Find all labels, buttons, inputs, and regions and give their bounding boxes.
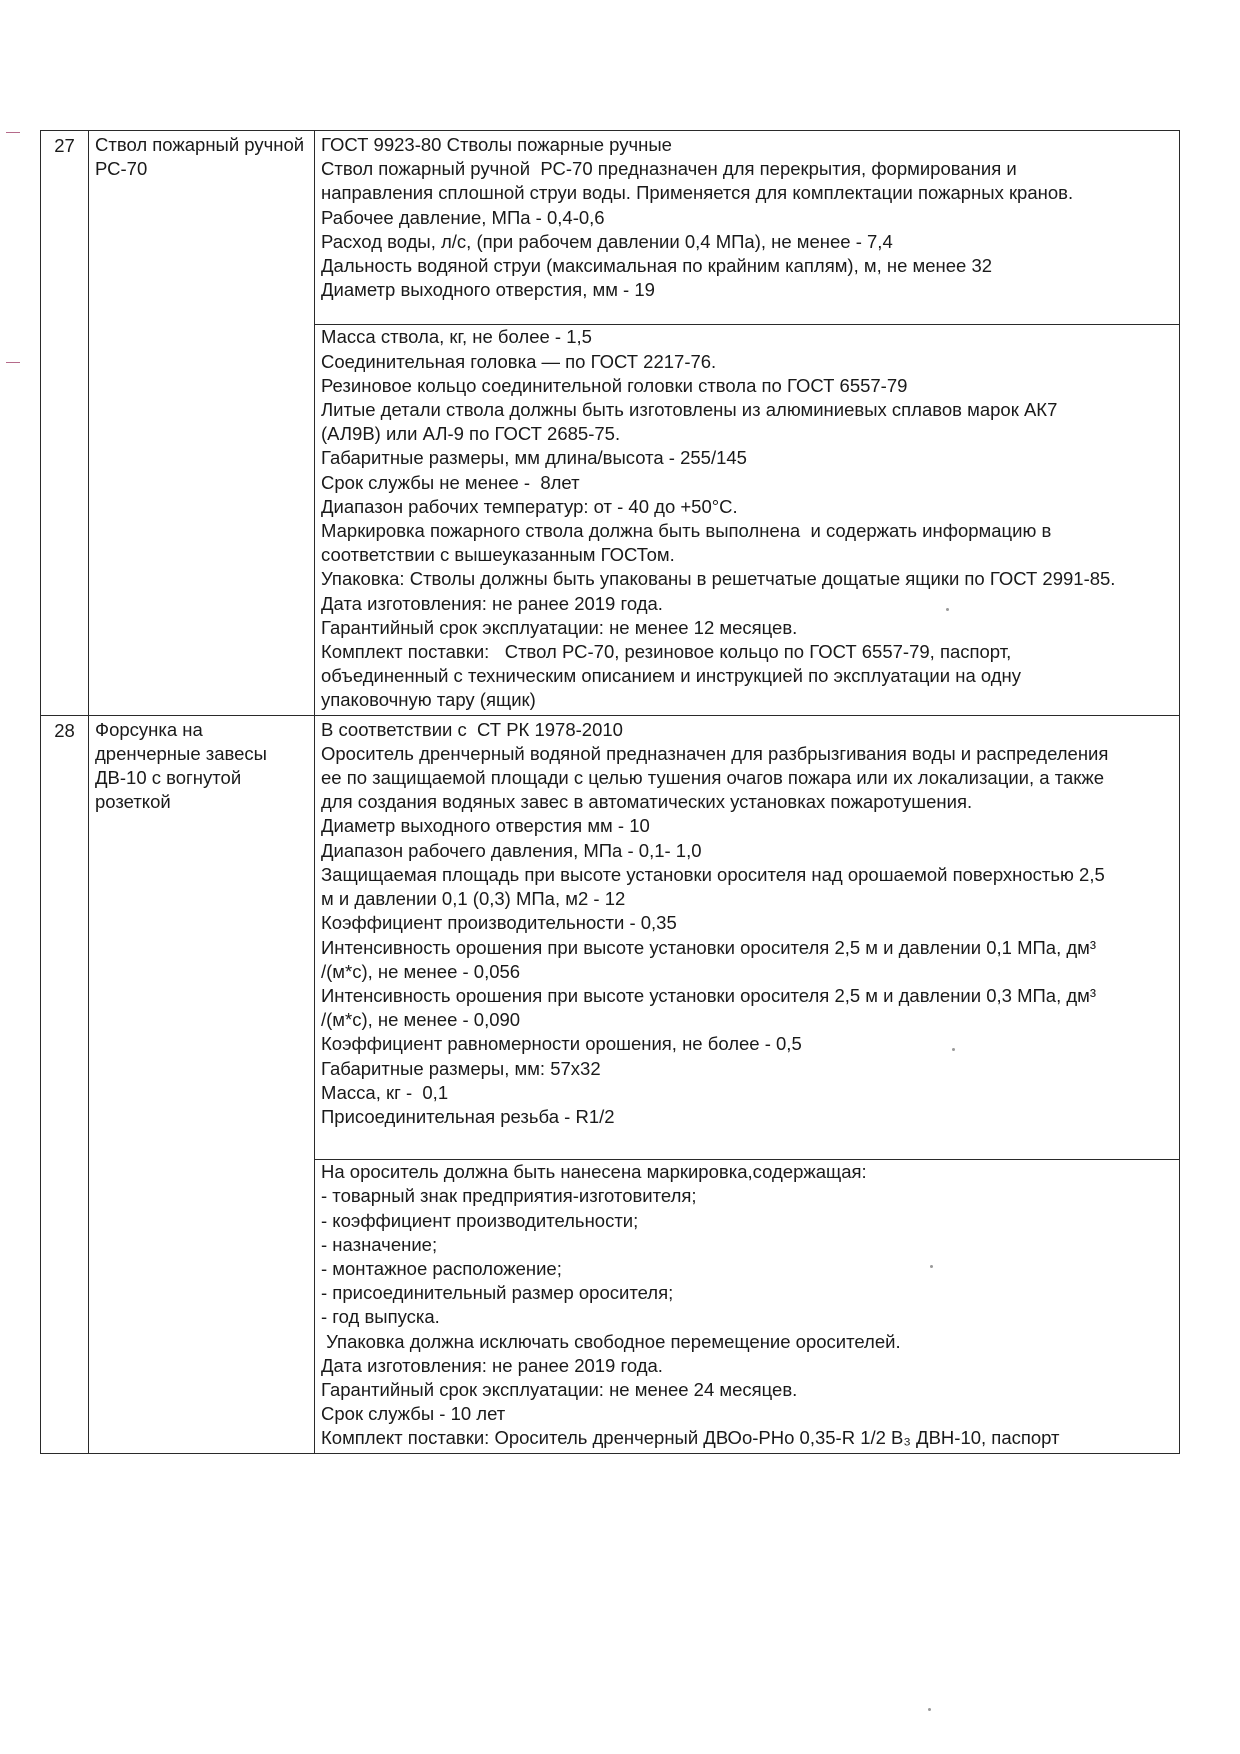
description-line: Коэффициент равномерности орошения, не более - 0,5 bbox=[321, 1033, 802, 1055]
description-line: Дальность водяной струи (максимальная по крайним каплям), м, не менее 32 bbox=[321, 255, 993, 277]
specification-table bbox=[40, 130, 1180, 1454]
description-line: - товарный знак предприятия-изготовителя; bbox=[321, 1185, 697, 1207]
description-line: Дата изготовления: не ранее 2019 года. bbox=[321, 592, 663, 614]
description-line: Упаковка должна исключать свободное перемещение оросителей. bbox=[321, 1330, 901, 1352]
description-line: /(м*с), не менее - 0,056 bbox=[321, 960, 521, 982]
description-line: Маркировка пожарного ствола должна быть выполнена и содержать информацию в bbox=[321, 520, 1052, 542]
item-description-cell bbox=[315, 715, 1180, 1453]
item-number: 28 bbox=[54, 719, 75, 741]
description-line: Диаметр выходного отверстия мм - 10 bbox=[321, 815, 650, 837]
description-line: - год выпуска. bbox=[321, 1306, 440, 1328]
description-line: (АЛ9В) или АЛ-9 по ГОСТ 2685-75. bbox=[321, 423, 621, 445]
description-line: На ороситель должна быть нанесена маркировка,содержащая: bbox=[321, 1161, 867, 1183]
description-line: Присоединительная резьба - R1/2 bbox=[321, 1105, 615, 1127]
description-block-1 bbox=[321, 133, 1173, 324]
margin-mark bbox=[6, 132, 20, 133]
description-line: Защищаемая площадь при высоте установки оросителя над орошаемой поверхностью 2,5 bbox=[321, 863, 1105, 885]
description-line: Диапазон рабочих температур: от - 40 до +50°С. bbox=[321, 495, 738, 517]
description-line: Масса, кг - 0,1 bbox=[321, 1081, 449, 1103]
description-line: направления сплошной струи воды. Применяется для комплектации пожарных кранов. bbox=[321, 182, 1074, 204]
item-name-cell bbox=[89, 131, 315, 716]
description-line: Габаритные размеры, мм длина/высота - 255/145 bbox=[321, 447, 747, 469]
description-line: Диапазон рабочего давления, МПа - 0,1- 1,0 bbox=[321, 839, 702, 861]
description-line: м и давлении 0,1 (0,3) МПа, м2 - 12 bbox=[321, 888, 626, 910]
description-line: Гарантийный срок эксплуатации: не менее 12 месяцев. bbox=[321, 616, 798, 638]
description-line: Расход воды, л/с, (при рабочем давлении 0,4 МПа), не менее - 7,4 bbox=[321, 230, 893, 252]
table-row bbox=[41, 715, 1180, 1453]
description-line: Масса ствола, кг, не более - 1,5 bbox=[321, 326, 592, 348]
description-line: Соединительная головка — по ГОСТ 2217-76. bbox=[321, 350, 717, 372]
description-line: Упаковка: Стволы должны быть упакованы в решетчатые дощатые ящики по ГОСТ 2991-85. bbox=[321, 568, 1116, 590]
description-line: Рабочее давление, МПа - 0,4-0,6 bbox=[321, 206, 605, 228]
description-line: ее по защищаемой площади с целью тушения очагов пожара или их локализации, а также bbox=[321, 767, 1105, 789]
description-line: Диаметр выходного отверстия, мм - 19 bbox=[321, 279, 655, 301]
description-block-1 bbox=[321, 718, 1173, 1159]
scan-speck bbox=[946, 608, 949, 611]
description-line: Срок службы не менее - 8лет bbox=[321, 471, 580, 493]
description-line: Комплект поставки: Ствол РС-70, резиновое кольцо по ГОСТ 6557-79, паспорт, bbox=[321, 641, 1012, 663]
item-number-cell bbox=[41, 131, 89, 716]
description-line: - монтажное расположение; bbox=[321, 1257, 562, 1279]
description-line: Интенсивность орошения при высоте установки оросителя 2,5 м и давлении 0,1 МПа, дм³ bbox=[321, 936, 1097, 958]
description-line: упаковочную тару (ящик) bbox=[321, 689, 536, 711]
item-name-cell bbox=[89, 715, 315, 1453]
item-name: Ствол пожарный ручной РС-70 bbox=[95, 134, 305, 180]
description-line: Ороситель дренчерный водяной предназначен для разбрызгивания воды и распределения bbox=[321, 742, 1109, 764]
scan-speck bbox=[952, 1048, 955, 1051]
description-line: Гарантийный срок эксплуатации: не менее 24 месяцев. bbox=[321, 1378, 798, 1400]
description-line: - назначение; bbox=[321, 1233, 438, 1255]
margin-mark bbox=[6, 362, 20, 363]
description-line: В соответствии с СТ РК 1978-2010 bbox=[321, 718, 623, 740]
description-line: Ствол пожарный ручной РС-70 предназначен для перекрытия, формирования и bbox=[321, 158, 1017, 180]
description-line: ГОСТ 9923-80 Стволы пожарные ручные bbox=[321, 134, 672, 155]
item-description-cell bbox=[315, 131, 1180, 716]
table-row bbox=[41, 131, 1180, 716]
scan-speck bbox=[928, 1708, 931, 1711]
description-line: Дата изготовления: не ранее 2019 года. bbox=[321, 1354, 663, 1376]
item-number-cell bbox=[41, 715, 89, 1453]
description-line: для создания водяных завес в автоматических установках пожаротушения. bbox=[321, 791, 973, 813]
description-line: Срок службы - 10 лет bbox=[321, 1403, 506, 1425]
description-block-2 bbox=[321, 325, 1173, 712]
description-line: Резиновое кольцо соединительной головки ствола по ГОСТ 6557-79 bbox=[321, 374, 908, 396]
description-line: - присоединительный размер оросителя; bbox=[321, 1282, 674, 1304]
description-line: Габаритные размеры, мм: 57х32 bbox=[321, 1057, 601, 1079]
description-line: соответствии с вышеуказанным ГОСТом. bbox=[321, 544, 675, 566]
description-line: объединенный с техническим описанием и инструкцией по эксплуатации на одну bbox=[321, 665, 1022, 687]
description-block-2 bbox=[321, 1160, 1173, 1450]
description-line: /(м*с), не менее - 0,090 bbox=[321, 1009, 521, 1031]
description-line: Комплект поставки: Ороситель дренчерный ДВОо-РНо 0,35-R 1/2 В₃ ДВН-10, паспорт bbox=[321, 1427, 1060, 1449]
scan-speck bbox=[930, 1265, 933, 1268]
item-name: Форсунка на дренчерные завесы ДВ-10 с вогнутой розеткой bbox=[95, 718, 267, 813]
description-line: Интенсивность орошения при высоте установки оросителя 2,5 м и давлении 0,3 МПа, дм³ bbox=[321, 984, 1097, 1006]
description-line: Коэффициент производительности - 0,35 bbox=[321, 912, 677, 934]
item-number: 27 bbox=[54, 135, 75, 156]
description-line: Литые детали ствола должны быть изготовлены из алюминиевых сплавов марок АК7 bbox=[321, 399, 1058, 421]
description-line: - коэффициент производительности; bbox=[321, 1209, 639, 1231]
